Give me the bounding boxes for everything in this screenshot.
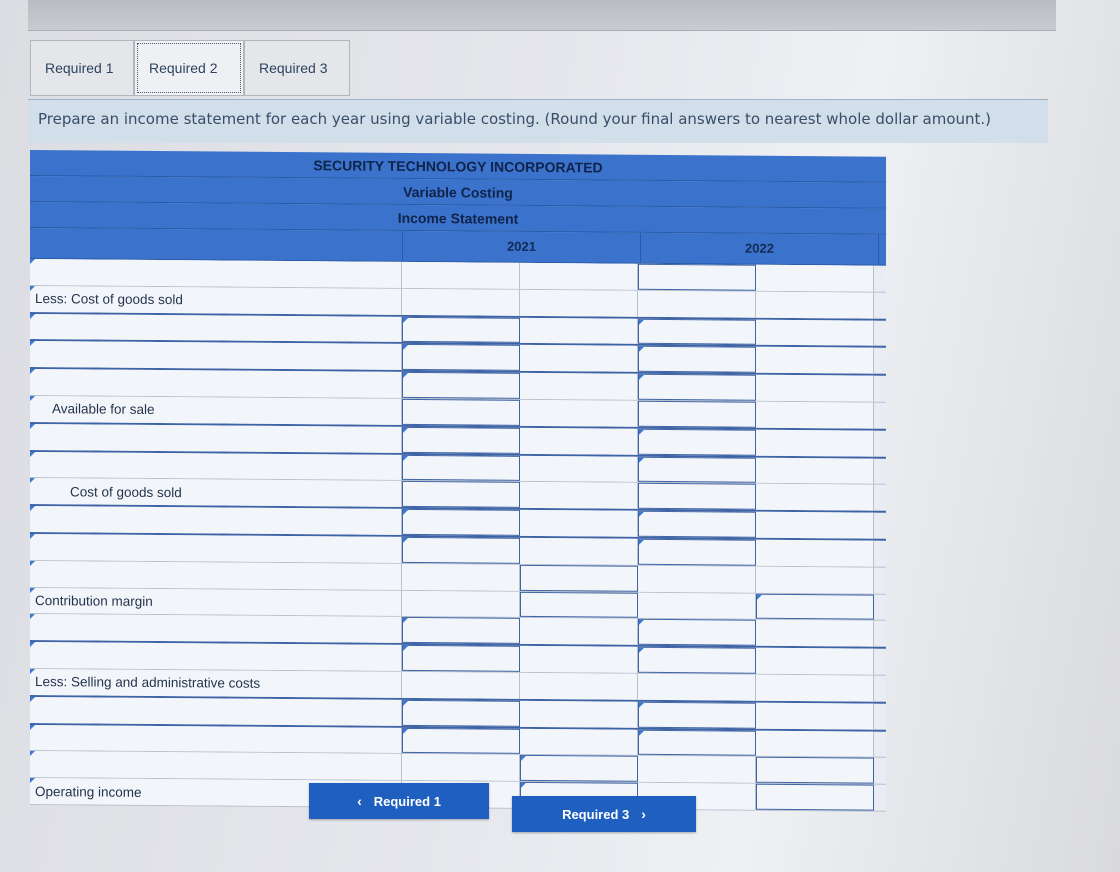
row-label-field[interactable]	[30, 369, 402, 398]
row-label-field[interactable]	[30, 642, 402, 671]
amount-input-2021-detail[interactable]	[402, 399, 520, 426]
previous-required-button[interactable]	[309, 783, 489, 819]
amount-input-2021-detail[interactable]	[402, 537, 520, 564]
row-label-field[interactable]	[30, 614, 402, 643]
row-label-field[interactable]	[30, 452, 402, 481]
amount-input-2022-total[interactable]	[756, 784, 874, 811]
amount-input-2021-detail[interactable]	[402, 344, 520, 371]
amount-input-2022-detail[interactable]	[638, 756, 756, 783]
amount-input-2021-detail[interactable]	[402, 754, 520, 781]
previous-button-label: Required 1	[373, 793, 441, 809]
amount-input-2022-total[interactable]	[756, 484, 874, 511]
amount-input-2022-detail[interactable]	[638, 346, 756, 373]
amount-input-2021-detail[interactable]	[402, 427, 520, 454]
amount-input-2022-total[interactable]	[756, 757, 874, 784]
amount-input-2022-detail[interactable]	[638, 291, 756, 318]
amount-input-2022-detail[interactable]	[638, 702, 756, 729]
amount-input-2022-detail[interactable]	[638, 511, 756, 538]
amount-input-2022-total[interactable]	[756, 675, 874, 702]
amount-input-2021-total[interactable]	[520, 591, 638, 618]
chevron-right-icon: ›	[641, 806, 646, 822]
instruction-text: Prepare an income statement for each year using variable costing. (Round your final answers to nearest whole dollar amount.)	[28, 99, 1048, 143]
amount-input-2022-total[interactable]	[756, 620, 874, 647]
amount-input-2022-detail[interactable]	[638, 647, 756, 674]
income-statement-worksheet	[30, 150, 886, 802]
amount-input-2022-total[interactable]	[756, 375, 874, 402]
amount-input-2022-detail[interactable]	[638, 592, 756, 619]
year-header-2021: 2021	[403, 231, 641, 263]
amount-input-2021-total[interactable]	[520, 646, 638, 673]
amount-input-2021-detail[interactable]	[402, 262, 520, 289]
amount-input-2022-total[interactable]	[756, 457, 874, 484]
row-label-field[interactable]	[30, 534, 402, 563]
amount-input-2021-detail[interactable]	[402, 317, 520, 344]
amount-input-2021-detail[interactable]	[402, 564, 520, 591]
row-label-field[interactable]	[30, 725, 402, 754]
row-label-field[interactable]	[30, 259, 402, 288]
amount-input-2021-detail[interactable]	[402, 372, 520, 399]
company-name: SECURITY TECHNOLOGY INCORPORATED	[30, 150, 886, 183]
amount-input-2021-detail[interactable]	[402, 509, 520, 536]
row-label-field[interactable]: Available for sale	[30, 396, 402, 425]
amount-input-2021-detail[interactable]	[402, 289, 520, 316]
next-button-label: Required 3	[562, 806, 630, 822]
amount-input-2022-total[interactable]	[756, 648, 874, 675]
next-required-button[interactable]	[512, 796, 696, 832]
amount-input-2021-detail[interactable]	[402, 590, 520, 617]
year-header-2022: 2022	[641, 233, 879, 265]
amount-input-2022-detail[interactable]	[638, 539, 756, 566]
amount-input-2021-total[interactable]	[520, 263, 638, 290]
statement-grid	[30, 259, 886, 812]
tab-required-3[interactable]: Required 3	[244, 40, 350, 96]
row-label-field[interactable]	[30, 424, 402, 453]
row-label-field[interactable]: Contribution margin	[30, 588, 402, 617]
row-label-field[interactable]	[30, 314, 402, 343]
amount-input-2022-total[interactable]	[756, 730, 874, 757]
amount-input-2022-detail[interactable]	[638, 566, 756, 593]
amount-input-2022-detail[interactable]	[638, 619, 756, 646]
amount-input-2021-total[interactable]	[520, 701, 638, 728]
amount-input-2021-total[interactable]	[520, 510, 638, 537]
amount-input-2022-detail[interactable]	[638, 264, 756, 291]
amount-input-2021-total[interactable]	[520, 482, 638, 509]
top-banner	[28, 0, 1056, 31]
amount-input-2022-total[interactable]	[756, 347, 874, 374]
amount-input-2021-total[interactable]	[520, 565, 638, 592]
row-label-field[interactable]	[30, 751, 402, 780]
amount-input-2021-total[interactable]	[520, 538, 638, 565]
amount-input-2022-detail[interactable]	[638, 729, 756, 756]
row-label-field[interactable]	[30, 341, 402, 370]
chevron-left-icon: ‹	[357, 793, 362, 809]
amount-input-2021-total[interactable]	[520, 673, 638, 700]
row-label-field[interactable]	[30, 697, 402, 726]
amount-input-2022-total[interactable]	[756, 429, 874, 456]
amount-input-2021-total[interactable]	[520, 618, 638, 645]
row-label-field[interactable]	[30, 561, 402, 590]
amount-input-2021-detail[interactable]	[402, 727, 520, 754]
amount-input-2022-total[interactable]	[756, 566, 874, 593]
costing-method: Variable Costing	[30, 176, 886, 209]
amount-input-2021-detail[interactable]	[402, 645, 520, 672]
tab-required-2[interactable]: Required 2	[134, 40, 244, 96]
statement-title: Income Statement	[30, 202, 886, 235]
amount-input-2022-detail[interactable]	[638, 374, 756, 401]
amount-input-2022-total[interactable]	[756, 402, 874, 429]
amount-input-2021-total[interactable]	[520, 317, 638, 344]
amount-input-2021-total[interactable]	[520, 728, 638, 755]
amount-input-2021-total[interactable]	[520, 755, 638, 782]
amount-input-2021-total[interactable]	[520, 455, 638, 482]
amount-input-2021-total[interactable]	[520, 373, 638, 400]
amount-input-2022-total[interactable]	[756, 702, 874, 729]
amount-input-2022-detail[interactable]	[638, 483, 756, 510]
amount-input-2022-total[interactable]	[756, 540, 874, 567]
amount-input-2022-detail[interactable]	[638, 429, 756, 456]
amount-input-2022-total[interactable]	[756, 512, 874, 539]
amount-input-2021-total[interactable]	[520, 345, 638, 372]
amount-input-2022-total[interactable]	[756, 593, 874, 620]
amount-input-2021-total[interactable]	[520, 400, 638, 427]
amount-input-2021-detail[interactable]	[402, 700, 520, 727]
amount-input-2021-detail[interactable]	[402, 672, 520, 699]
amount-input-2021-detail[interactable]	[402, 617, 520, 644]
amount-input-2022-total[interactable]	[756, 291, 874, 318]
tab-required-1[interactable]: Required 1	[30, 40, 134, 96]
row-label-field[interactable]: Less: Cost of goods sold	[30, 286, 402, 315]
amount-input-2021-total[interactable]	[520, 290, 638, 317]
amount-input-2022-total[interactable]	[756, 319, 874, 346]
requirement-tabs	[30, 40, 350, 96]
amount-input-2021-detail[interactable]	[402, 481, 520, 508]
amount-input-2022-detail[interactable]	[638, 318, 756, 345]
amount-input-2021-total[interactable]	[520, 428, 638, 455]
amount-input-2022-detail[interactable]	[638, 401, 756, 428]
amount-input-2022-total[interactable]	[756, 265, 874, 292]
amount-input-2021-detail[interactable]	[402, 454, 520, 481]
row-label-field[interactable]: Less: Selling and administrative costs	[30, 669, 402, 698]
row-label-field[interactable]: Cost of goods sold	[30, 478, 402, 507]
row-label-field[interactable]: Operating income	[30, 778, 402, 807]
amount-input-2022-detail[interactable]	[638, 674, 756, 701]
amount-input-2022-detail[interactable]	[638, 456, 756, 483]
row-label-field[interactable]	[30, 506, 402, 535]
